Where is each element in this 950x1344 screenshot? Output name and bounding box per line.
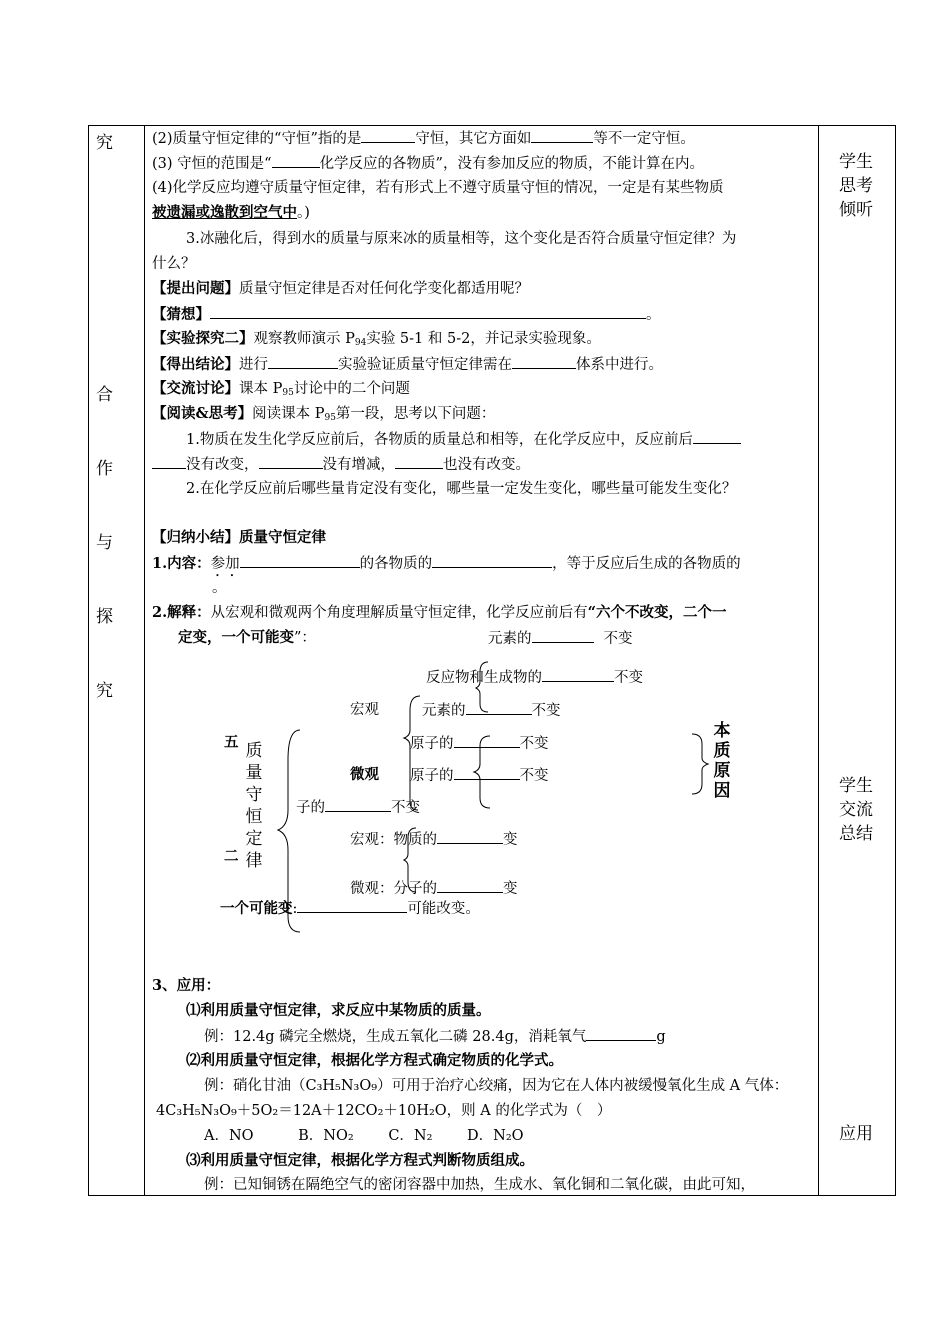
- content-end: 。: [212, 580, 227, 596]
- brace-change: [404, 828, 416, 892]
- application-3-example: 例：已知铜锈在隔绝空气的密闭容器中加热，生成水、氧化铜和二氧化碳，由此可知，: [204, 1177, 755, 1193]
- application-2: ⑵利用质量守恒定律，根据化学方程式确定物质的化学式。: [186, 1052, 563, 1069]
- left-col-char: 作: [96, 459, 113, 479]
- left-col-char: 与: [96, 533, 113, 553]
- brace-macro-micro: [404, 696, 420, 810]
- diagram-er: 二: [224, 848, 239, 865]
- brace-essence: [692, 734, 708, 794]
- line-note-cont: 被遗漏或逸散到空气中。): [152, 204, 310, 221]
- discussion: 【交流讨论】课本 $P_{95}$讨论中的二个问题: [152, 380, 410, 398]
- application-2-example: 例：硝化甘油（C₃H₅N₃O₉）可用于治疗心绞痛，因为它在人体内被缓慢氧化生成 A 气体：: [204, 1078, 789, 1094]
- diagram-macro-label: 宏观: [350, 702, 379, 718]
- brace-micro: [474, 736, 490, 808]
- line-conservation: (2)质量守恒定律的“守恒”指的是 守恒，其它方面如 等不一定守恒。: [152, 128, 695, 149]
- element-line: 元素的 不变: [488, 628, 633, 649]
- read-think: 【阅读&思考】阅读课本 $P_{95}$第一段，思考以下问题：: [152, 405, 496, 423]
- diagram-micro-label: 微观: [350, 766, 379, 783]
- option-c: C．N₂: [388, 1128, 433, 1144]
- diagram-micro-change: 微观：分子的 变: [350, 878, 518, 899]
- option-d: D．N₂O: [467, 1128, 524, 1144]
- application-3: ⑶利用质量守恒定律，根据化学方程式判断物质组成。: [186, 1152, 534, 1169]
- read-q1: 1.物质在发生化学反应前后，各物质的质量总和相等，在化学反应中，反应前后: [186, 429, 741, 450]
- diagram-macro-element: 元素的 不变: [422, 700, 561, 721]
- side-note-summary: 学生 交流 总结: [839, 776, 873, 844]
- experiment-two: 【实验探究二】观察教师演示 $P_{94}$实验 5-1 和 5-2，并记录实验现象。: [152, 330, 601, 348]
- left-col-char: 究: [96, 133, 113, 153]
- application-1: ⑴利用质量守恒定律，求反应中某物质的质量。: [186, 1002, 491, 1019]
- diagram-possible-change: 一个可能变: 可能改变。: [220, 900, 480, 917]
- diagram-reactants: 反应物和生成物的 不变: [426, 667, 643, 688]
- application-heading: 3、应用：: [152, 977, 221, 994]
- diagram-macro-change: 宏观：物质的 变: [350, 829, 518, 850]
- diagram-molecule: 子的 不变: [296, 797, 420, 818]
- option-a: A．NO: [204, 1128, 254, 1144]
- read-q1-cont: 没有改变， 没有增减， 也没有改变。: [152, 454, 530, 475]
- side-note-think: 学生 思考 倾听: [839, 152, 873, 220]
- brace-main: [278, 730, 300, 932]
- left-col-char: 合: [96, 385, 113, 405]
- line-scope: (3) 守恒的范围是“ 化学反应的各物质”，没有参加反应的物质，不能计算在内。: [152, 153, 704, 174]
- answer-options: [204, 1126, 524, 1146]
- column-divider-left: [144, 125, 145, 1196]
- content-line: 1.内容：参加 的各物质的 ，等于反应后生成的各物质的: [152, 555, 741, 572]
- diagram-braces: [270, 660, 750, 940]
- question-ice-cont: 什么？: [152, 256, 196, 272]
- hypothesis: 【猜想】 。: [152, 306, 661, 323]
- explain-line-cont: 定变，一个可能变”：: [178, 629, 316, 646]
- left-col-char: 究: [96, 681, 113, 701]
- column-divider-right: [818, 125, 819, 1196]
- side-note-apply: 应用: [839, 1124, 873, 1144]
- application-1-example: 例：12.4g 磷完全燃烧，生成五氧化二磷 28.4g，消耗氧气 g: [204, 1026, 666, 1047]
- diagram-atom-1: 原子的 不变: [410, 733, 549, 754]
- diagram-wu: 五: [224, 734, 239, 751]
- option-b: B．NO₂: [298, 1128, 354, 1144]
- question-ice: 3.冰融化后，得到水的质量与原来冰的质量相等，这个变化是否符合质量守恒定律？为: [186, 231, 737, 247]
- summary-heading: 【归纳小结】质量守恒定律: [152, 529, 326, 546]
- application-2-equation: 4C₃H₅N₃O₉＋5O₂＝12A＋12CO₂＋10H₂O，则 A 的化学式为（ ）: [156, 1103, 612, 1119]
- raise-question: 【提出问题】质量守恒定律是否对任何化学变化都适用呢？: [152, 280, 529, 297]
- explain-line: 2.解释：从宏观和微观两个角度理解质量守恒定律，化学反应前后有“六个不改变，二个一: [152, 604, 727, 621]
- left-col-char: 探: [96, 607, 113, 627]
- diagram-atom-2: 原子的 不变: [410, 765, 549, 786]
- brace-top: [476, 662, 488, 712]
- conclusion: 【得出结论】进行 实验验证质量守恒定律需在 体系中进行。: [152, 356, 663, 373]
- line-note: (4)化学反应均遵守质量守恒定律，若有形式上不遵守质量守恒的情况，一定是有某些物质: [152, 180, 724, 196]
- read-q2: 2.在化学反应前后哪些量肯定没有变化，哪些量一定发生变化，哪些量可能发生变化？: [186, 481, 737, 497]
